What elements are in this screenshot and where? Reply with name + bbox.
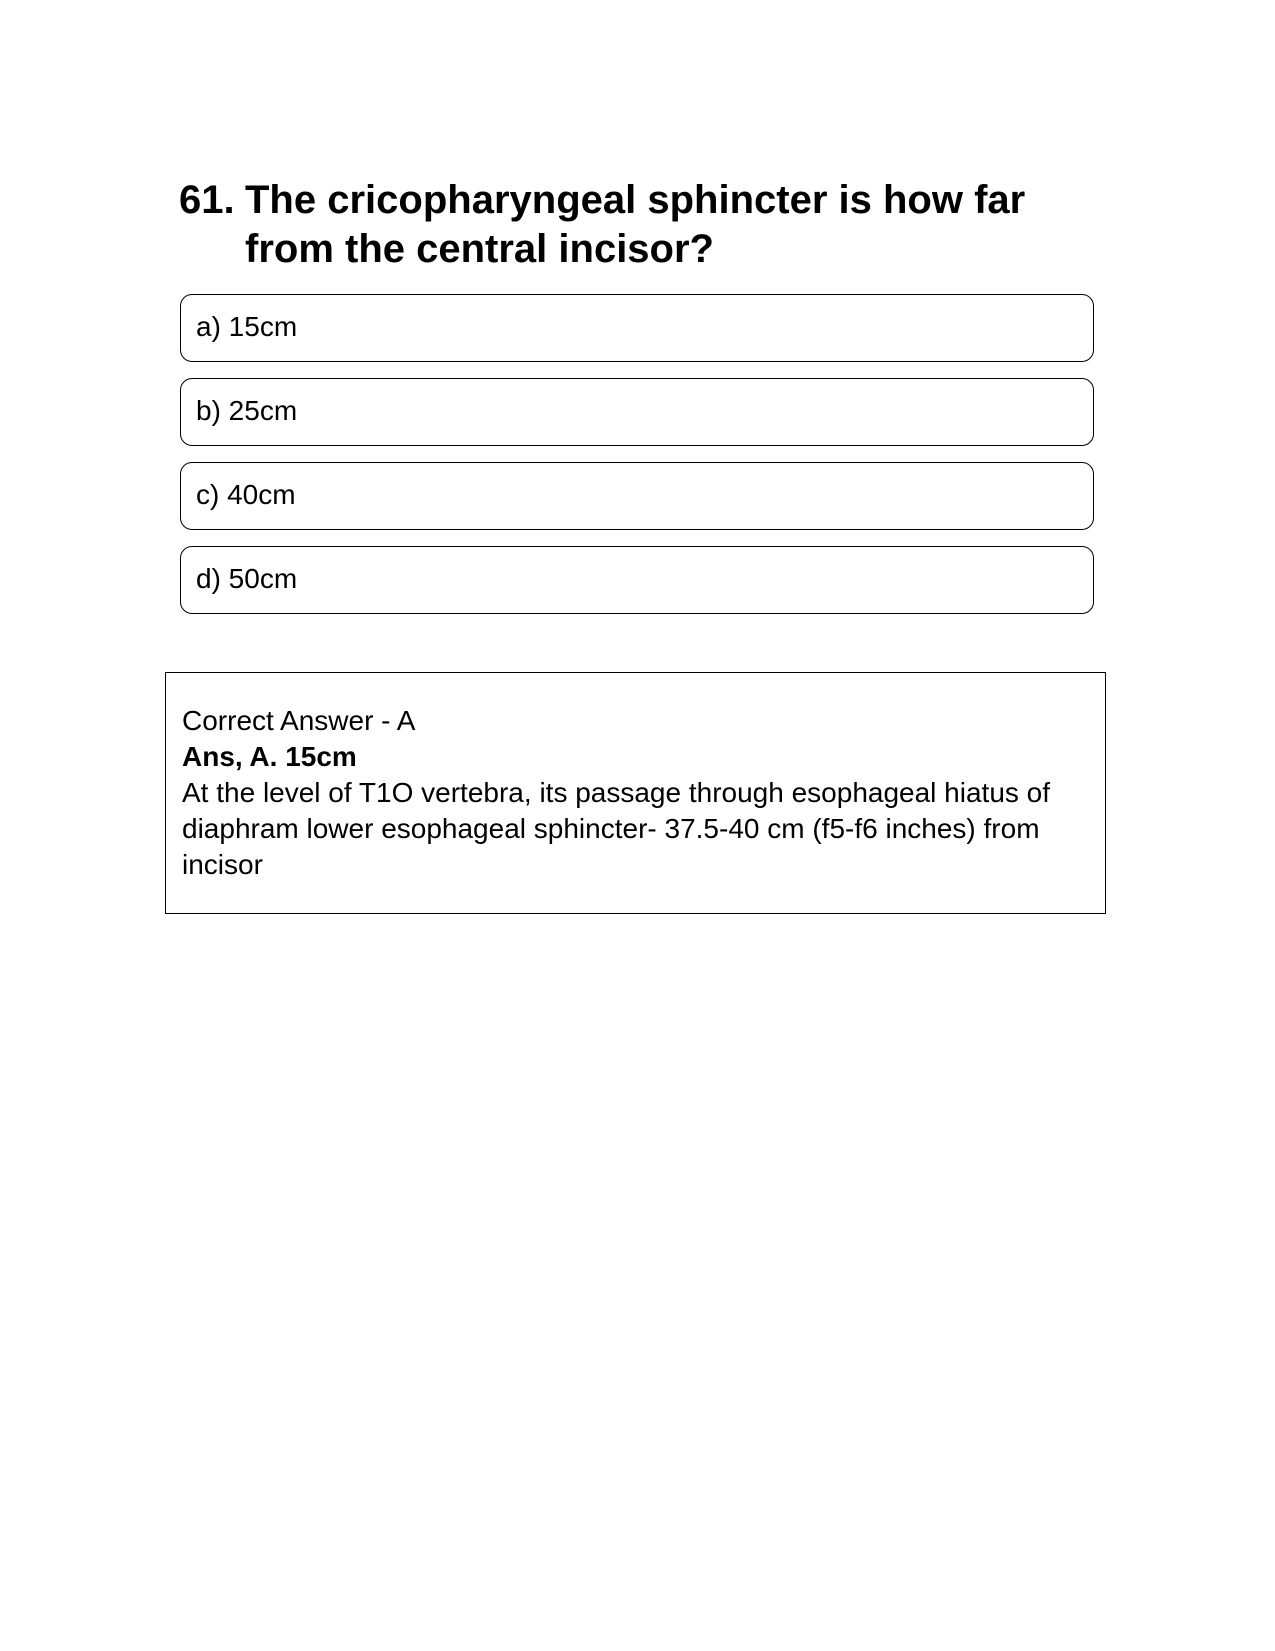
answer-options — [180, 294, 1094, 630]
option-a[interactable] — [180, 294, 1094, 362]
answer-heading: Ans, A. 15cm — [182, 741, 357, 772]
answer-explanation-box — [165, 672, 1106, 914]
answer-explanation: At the level of T1O vertebra, its passage through esophageal hiatus of diaphram lower esophageal sphincter- 37.5-40 cm (f5-f6 inches) from incisor — [182, 777, 1051, 880]
option-c-label: c) 40cm — [196, 479, 296, 510]
question-number: 61. — [179, 178, 235, 222]
option-b-label: b) 25cm — [196, 395, 298, 426]
option-c[interactable] — [180, 462, 1094, 530]
option-d[interactable] — [180, 546, 1094, 614]
option-d-label: d) 50cm — [196, 563, 298, 594]
option-a-label: a) 15cm — [196, 311, 298, 342]
question-text: The cricopharyngeal sphincter is how far from the central incisor? — [245, 178, 1026, 271]
question-heading — [179, 176, 1079, 274]
option-b[interactable] — [180, 378, 1094, 446]
correct-answer-text: Correct Answer - A — [182, 705, 416, 736]
